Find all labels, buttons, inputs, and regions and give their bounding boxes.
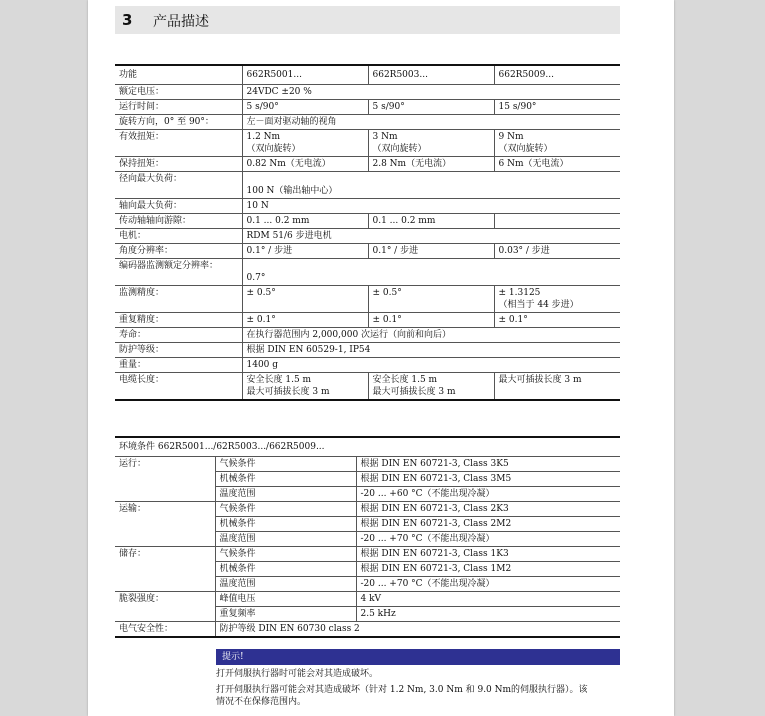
env-row: [115, 532, 620, 547]
spec-value: 2.8 Nm（无电流）: [368, 157, 494, 172]
env-condition: 重复频率: [215, 607, 356, 622]
spec-label: 旋转方向，0° 至 90°：: [115, 115, 242, 130]
spec-value-line1: 最大可插拔长度 3 m: [498, 375, 582, 385]
env-condition: 机械条件: [215, 472, 356, 487]
spec-label: 重复精度：: [115, 313, 242, 328]
env-value: 根据 DIN EN 60721-3, Class 1K3: [356, 547, 620, 562]
spec-row: [115, 214, 620, 229]
env-condition: 峰值电压: [215, 592, 356, 607]
notice-line-2a: 打开伺服执行器可能会对其造成破坏（针对 1.2 Nm, 3.0 Nm 和 9.0 Nm的伺服执行器）。该: [216, 685, 588, 695]
spec-label: 运行时间：: [115, 100, 242, 115]
spec-label: [115, 172, 242, 199]
spec-row: [115, 229, 620, 244]
env-value: 根据 DIN EN 60721-3, Class 3K5: [356, 457, 620, 472]
env-row: [115, 517, 620, 532]
spec-value: 0.1 ... 0.2 mm: [368, 214, 494, 229]
spec-label-line2: [119, 272, 239, 284]
spec-value: 0.1 ... 0.2 mm: [242, 214, 368, 229]
spec-header-cell: 功能: [115, 65, 242, 85]
spec-value: 根据 DIN EN 60529-1, IP54: [242, 343, 620, 358]
spec-label: 监测精度：: [115, 286, 242, 313]
env-value: 4 kV: [356, 592, 620, 607]
spec-label: 防护等级：: [115, 343, 242, 358]
spec-table: [115, 64, 620, 401]
env-safety-label: 电气安全性：: [115, 622, 215, 638]
spec-row: [115, 259, 620, 286]
env-row: [115, 487, 620, 502]
env-header: 环境条件 662R5001.../62R5003.../662R5009...: [115, 437, 620, 457]
env-group-label: [115, 532, 215, 547]
spec-value: 5 s/90°: [242, 100, 368, 115]
spec-value: 10 N: [242, 199, 620, 214]
spec-value-line1: 1.2 Nm: [246, 132, 281, 142]
spec-value: 在执行器范围内 2,000,000 次运行（向前和向后）: [242, 328, 620, 343]
env-condition: 温度范围: [215, 532, 356, 547]
env-value: 2.5 kHz: [356, 607, 620, 622]
spec-header-cell: 662R5003...: [368, 65, 494, 85]
spec-value: 15 s/90°: [494, 100, 620, 115]
spec-label: 寿命：: [115, 328, 242, 343]
spec-value: [494, 214, 620, 229]
spec-value: [242, 286, 368, 313]
env-condition: 机械条件: [215, 562, 356, 577]
env-condition: 气候条件: [215, 457, 356, 472]
env-row: [115, 457, 620, 472]
spec-value: [368, 286, 494, 313]
spec-header-cell: 662R5001...: [242, 65, 368, 85]
spec-value: 5 s/90°: [368, 100, 494, 115]
section-number: 3: [122, 11, 133, 29]
spec-value: [242, 259, 620, 286]
spec-row: [115, 358, 620, 373]
spec-label: 轴向最大负荷：: [115, 199, 242, 214]
env-group-label: 储存：: [119, 549, 147, 559]
env-group-label: 运行：: [119, 459, 147, 469]
spec-label-line1: 径向最大负荷：: [119, 174, 183, 184]
env-group-label: [115, 562, 215, 577]
env-group-label: 脆裂强度：: [119, 594, 165, 604]
spec-value: 0.1° / 步进: [368, 244, 494, 259]
spec-value: [242, 373, 368, 401]
spec-row: [115, 100, 620, 115]
spec-row: [115, 373, 620, 401]
spec-value-text: 100 N（输出轴中心）: [246, 186, 338, 196]
env-row: [115, 547, 620, 562]
env-safety-value: 防护等级 DIN EN 60730 class 2: [215, 622, 620, 638]
spec-row: [115, 157, 620, 172]
section-title: 产品描述: [153, 14, 209, 30]
spec-value: [368, 130, 494, 157]
spec-row: [115, 130, 620, 157]
spec-value-line1: 9 Nm: [498, 132, 524, 142]
spec-value-line1: ± 0.5°: [246, 288, 276, 298]
env-condition: 气候条件: [215, 502, 356, 517]
env-group-label: [115, 487, 215, 502]
spec-value: RDM 51/6 步进电机: [242, 229, 620, 244]
spec-label: 角度分辨率：: [115, 244, 242, 259]
env-row: [115, 472, 620, 487]
env-row: [115, 577, 620, 592]
env-value: 根据 DIN EN 60721-3, Class 1M2: [356, 562, 620, 577]
spec-value: 0.1° / 步进: [242, 244, 368, 259]
spec-row: [115, 286, 620, 313]
env-value: -20 ... +70 °C（不能出现冷凝）: [356, 532, 620, 547]
spec-value: ± 0.1°: [368, 313, 494, 328]
spec-value: [494, 130, 620, 157]
env-safety-row: [115, 622, 620, 638]
spec-value: [494, 286, 620, 313]
env-group-label: 运输：: [119, 504, 147, 514]
spec-label: 传动轴轴向游隙：: [115, 214, 242, 229]
spacer: [247, 173, 618, 185]
env-value: 根据 DIN EN 60721-3, Class 2K3: [356, 502, 620, 517]
spec-value: 左－面对驱动轴的视角: [242, 115, 620, 130]
env-condition: 温度范围: [215, 487, 356, 502]
notice-line-2b: 情况不在保修范围内。: [216, 697, 307, 707]
spec-row: [115, 313, 620, 328]
env-condition: 气候条件: [215, 547, 356, 562]
spec-label: 额定电压：: [115, 85, 242, 100]
env-group-label: [115, 472, 215, 487]
spec-value-line2: 最大可插拔长度 3 m: [372, 387, 456, 397]
spec-value-line2: [247, 299, 365, 311]
spec-row: [115, 244, 620, 259]
spec-row: [115, 172, 620, 199]
spec-label-line2: [119, 185, 239, 197]
section-header: [115, 6, 620, 34]
env-row: [115, 592, 620, 607]
env-condition: 温度范围: [215, 577, 356, 592]
spec-value-line2: （双向旋转）: [372, 144, 427, 154]
notice-title: 提示!: [216, 649, 620, 665]
env-row: [115, 502, 620, 517]
spec-label: 有效扭矩：: [115, 130, 242, 157]
spec-value: 24VDC ±20 %: [242, 85, 620, 100]
spec-value-line1: 3 Nm: [372, 132, 398, 142]
spec-row: [115, 328, 620, 343]
spec-value: [494, 373, 620, 401]
env-value: 根据 DIN EN 60721-3, Class 3M5: [356, 472, 620, 487]
spec-label: 电缆长度：: [115, 373, 242, 401]
spec-label: 保持扭矩：: [115, 157, 242, 172]
spec-value: 0.03° / 步进: [494, 244, 620, 259]
env-group-label: [115, 607, 215, 622]
spec-row: [115, 343, 620, 358]
env-row: [115, 607, 620, 622]
env-row: [115, 562, 620, 577]
spec-value: [368, 373, 494, 401]
spec-value-line1: ± 0.5°: [372, 288, 402, 298]
spec-header-cell: 662R5009...: [494, 65, 620, 85]
spacer: [247, 260, 618, 272]
spec-header-row: [115, 65, 620, 85]
spec-label: [115, 259, 242, 286]
spec-value-text: 0.7°: [246, 273, 266, 283]
env-condition: 机械条件: [215, 517, 356, 532]
spec-label: 电机：: [115, 229, 242, 244]
env-value: -20 ... +60 °C（不能出现冷凝）: [356, 487, 620, 502]
spec-row: [115, 199, 620, 214]
spec-value-line2: 最大可插拔长度 3 m: [246, 387, 330, 397]
spec-label-line1: 编码器监测额定分辨率：: [119, 261, 219, 271]
spec-value: [242, 130, 368, 157]
env-value: -20 ... +70 °C（不能出现冷凝）: [356, 577, 620, 592]
env-value: 根据 DIN EN 60721-3, Class 2M2: [356, 517, 620, 532]
env-group-label: [115, 517, 215, 532]
notice-line-2: [216, 684, 620, 708]
spec-value: [242, 172, 620, 199]
spec-value-line2: [499, 386, 618, 398]
env-group-label: [115, 577, 215, 592]
notice-line-1: 打开伺服执行器时可能会对其造成破坏。: [216, 669, 379, 679]
spec-row: [115, 85, 620, 100]
spec-value: ± 0.1°: [494, 313, 620, 328]
spec-value-line2: （双向旋转）: [498, 144, 553, 154]
spec-value-line2: （双向旋转）: [246, 144, 301, 154]
spec-value: ± 0.1°: [242, 313, 368, 328]
spec-value: 0.82 Nm（无电流）: [242, 157, 368, 172]
document-page: [88, 0, 674, 716]
spec-value-line1: ± 1.3125: [498, 288, 541, 298]
spec-value-line1: 安全长度 1.5 m: [372, 375, 438, 385]
spec-value-line1: 安全长度 1.5 m: [246, 375, 312, 385]
spec-row: [115, 115, 620, 130]
spec-value: 6 Nm（无电流）: [494, 157, 620, 172]
spec-value-line2: （相当于 44 步进）: [498, 300, 579, 310]
spec-label: 重量：: [115, 358, 242, 373]
env-header-row: [115, 437, 620, 457]
environment-table: [115, 436, 620, 638]
spec-value-line2: [373, 299, 491, 311]
spec-value: 1400 g: [242, 358, 620, 373]
